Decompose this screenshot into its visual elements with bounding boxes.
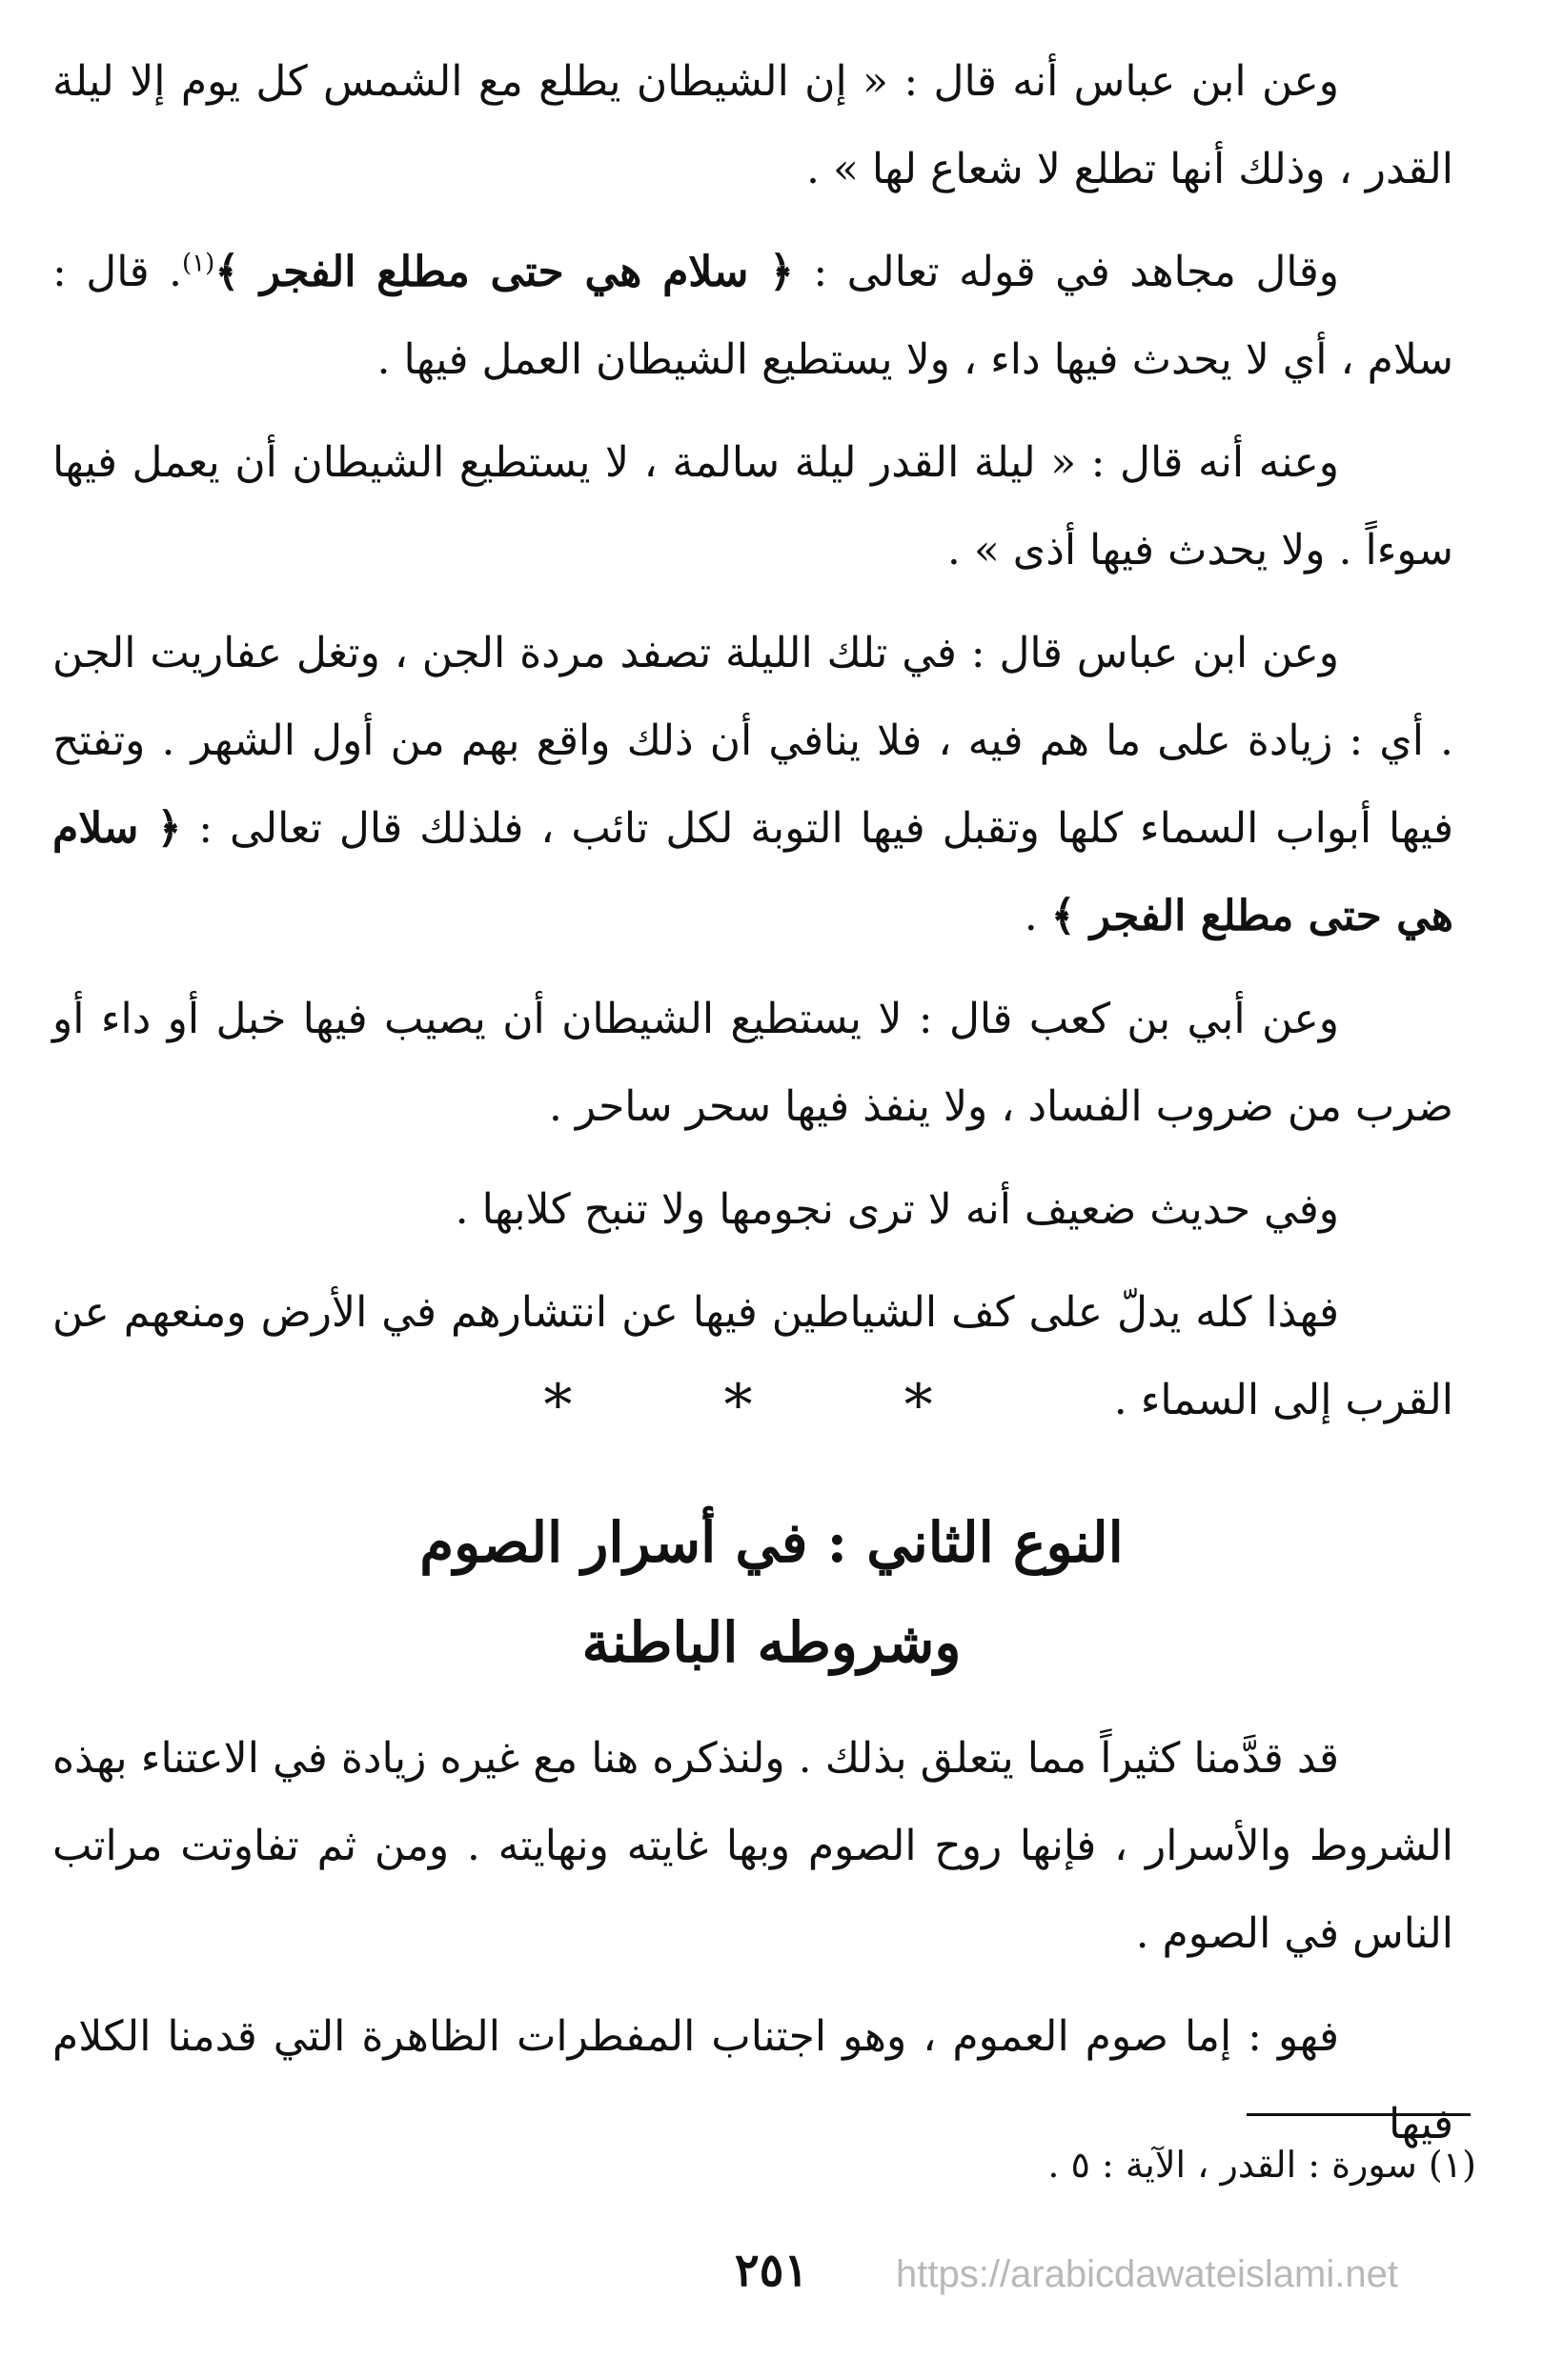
body-text-bottom: [52, 1715, 1453, 2184]
paragraph-jinn-text: وعن ابن عباس قال : في تلك الليلة تصفد مردة الجن ، وتغل عفاريت الجن . أي : زيادة على ما هم فيه ، فلا ينافي أن ذلك واقع بهم من أول الشهر . وتفتح فيها أبواب السماء كلها وتقبل فيها التوبة لكل تائب ، فلذلك قال تعالى :: [52, 629, 1453, 853]
page-number: ٢٥١: [734, 2244, 809, 2297]
body-text-top: [52, 38, 1453, 1460]
chapter-heading: النوع الثاني : في أسرار الصوم: [419, 1510, 1124, 1575]
footnote-ref: (١): [182, 249, 215, 278]
paragraph-mujahid-rest: . قال : سلام ، أي لا يحدث فيها داء ، ولا يستطيع الشيطان العمل فيها .: [52, 248, 1453, 384]
chapter-subheading: وشروطه الباطنة: [581, 1610, 962, 1675]
paragraph-ubayy: وعن أبي بن كعب قال : لا يستطيع الشيطان أن يصيب فيها خبل أو داء أو ضرب من ضروب الفساد ، ولا ينفذ فيها سحر ساحر .: [52, 995, 1453, 1131]
footnote: (١) سورة : القدر ، الآية : ٥ .: [1047, 2144, 1476, 2186]
paragraph-weak-hadith: وفي حديث ضعيف أنه لا ترى نجومها ولا تنبح كلابها .: [455, 1185, 1339, 1234]
paragraph-intro-secrets: قد قدَّمنا كثيراً مما يتعلق بذلك . ولنذكره هنا مع غيره زيادة في الاعتناء بهذه الشروط والأسرار ، فإنها روح الصوم وبها غايته ونهايته . ومن ثم تفاوتت مراتب الناس في الصوم .: [52, 1734, 1453, 1958]
watermark-url: https://arabicdawateislami.net: [896, 2253, 1398, 2295]
footnote-divider: [1247, 2113, 1471, 2116]
paragraph-types-fasting: فهو : إما صوم العموم ، وهو اجتناب المفطرات الظاهرة التي قدمنا الكلام فيها: [52, 2012, 1453, 2148]
quran-verse: ﴿ سلام هي حتى مطلع الفجر ﴾: [214, 248, 794, 296]
quran-verse: ﴿ سلام هي حتى مطلع الفجر ﴾: [52, 804, 1453, 940]
paragraph-ibn-abbas-sun: وعن ابن عباس أنه قال : « إن الشيطان يطلع مع الشمس كل يوم إلا ليلة القدر ، وذلك أنها تطلع لا شعاع لها » .: [52, 57, 1453, 193]
paragraph-laylat-salima: وعنه أنه قال : « ليلة القدر ليلة سالمة ، لا يستطيع الشيطان أن يعمل فيها سوءاً . ولا يحدث فيها أذى » .: [52, 438, 1453, 575]
paragraph-mujahid: [52, 229, 1453, 404]
paragraph-jinn-chained: [52, 610, 1453, 960]
paragraph-jinn-end: .: [1024, 892, 1051, 940]
paragraph-mujahid-intro: وقال مجاهد في قوله تعالى :: [793, 248, 1339, 296]
paragraph-conclusion: فهذا كله يدلّ على كف الشياطين فيها عن انتشارهم في الأرض ومنعهم عن القرب إلى السماء .: [52, 1288, 1453, 1424]
section-separator: * * *: [543, 1372, 1000, 1439]
